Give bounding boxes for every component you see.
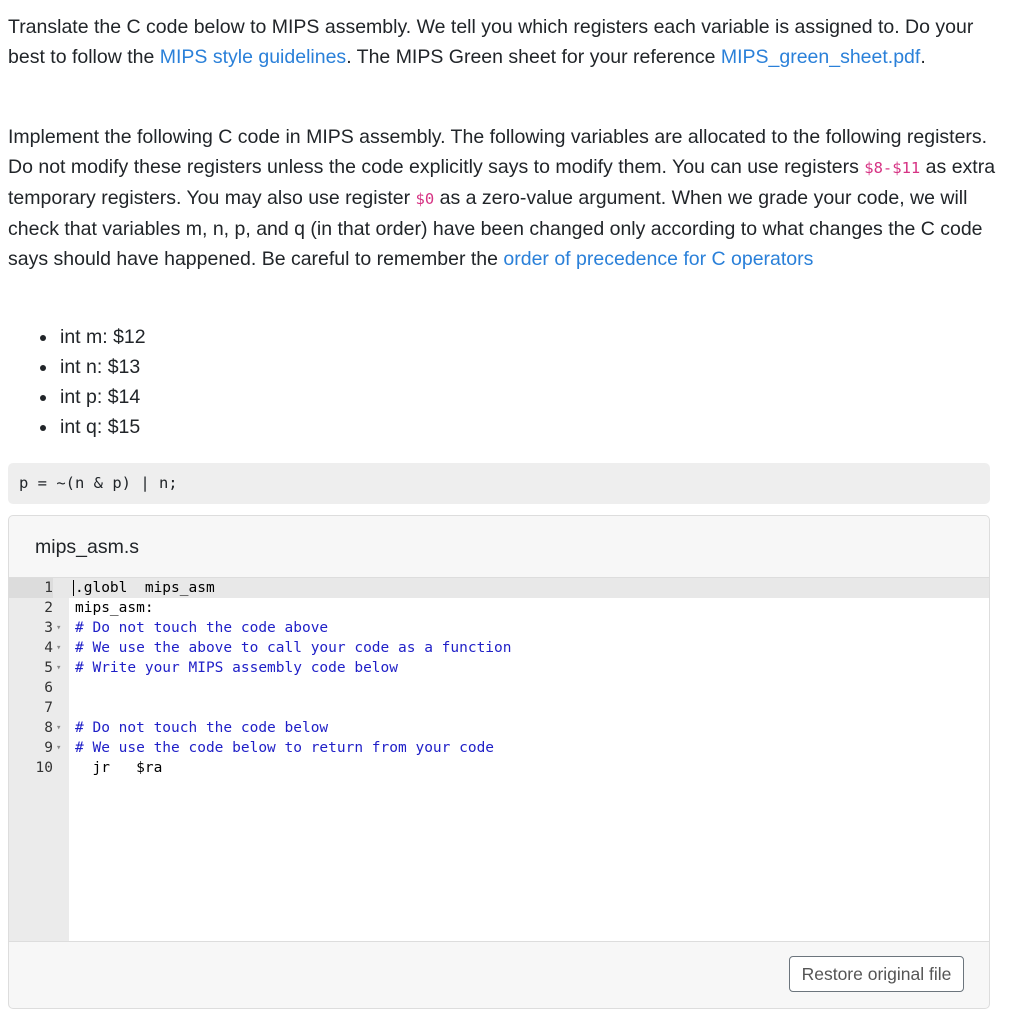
list-item: • int p: $14 (58, 382, 146, 412)
code-editor[interactable] (9, 577, 989, 942)
code-line[interactable] (9, 658, 989, 678)
code-line[interactable] (9, 738, 989, 758)
list-item: • int n: $13 (58, 352, 146, 382)
code-text: # We use the above to call your code as a function (75, 640, 512, 656)
fold-toggle-icon[interactable]: ▾ (56, 663, 62, 673)
code-text: .globl mips_asm (75, 580, 215, 596)
code-line[interactable] (9, 638, 989, 658)
problem-description (8, 122, 998, 274)
line-number: 6 (44, 680, 53, 696)
line-number: 7 (44, 700, 53, 716)
register-zero-code: $0 (415, 190, 435, 208)
code-line[interactable] (9, 698, 989, 718)
line-number: 1 (9, 578, 53, 598)
code-text: # Do not touch the code below (75, 720, 329, 736)
line-number: 3 (44, 620, 53, 636)
register-range-code: $8-$11 (864, 159, 921, 177)
mips-style-guidelines-link[interactable]: MIPS style guidelines (159, 46, 347, 68)
list-item: • int q: $15 (58, 412, 146, 442)
code-text: # Write your MIPS assembly code below (75, 660, 399, 676)
code-text: mips_asm: (75, 600, 154, 616)
line-number: 9 (44, 740, 53, 756)
line-number: 10 (35, 760, 53, 776)
green-sheet-link[interactable]: MIPS_green_sheet.pdf (720, 46, 921, 68)
code-line[interactable] (9, 758, 989, 778)
line-number: 2 (44, 600, 53, 616)
code-line[interactable] (9, 678, 989, 698)
desc-text-1: Implement the following C code in MIPS assembly. The following variables are allocated to the following registers. Do not modify these registers unless the code explicitly says to modify them. You can use registers (8, 126, 988, 178)
file-name: mips_asm.s (35, 536, 140, 558)
fold-toggle-icon[interactable]: ▾ (56, 723, 62, 733)
fold-toggle-icon[interactable]: ▾ (56, 743, 62, 753)
c-code-block: p = ~(n & p) | n; (8, 463, 990, 504)
restore-original-file-button[interactable]: Restore original file (789, 956, 964, 992)
fold-toggle-icon[interactable]: ▾ (56, 643, 62, 653)
code-text: # We use the code below to return from your code (75, 740, 495, 756)
intro-text-3: . (920, 46, 926, 68)
instructions-intro (8, 12, 998, 72)
code-line[interactable] (9, 598, 989, 618)
line-number: 5 (44, 660, 53, 676)
variable-register-list (28, 322, 146, 442)
list-item: • int m: $12 (58, 322, 146, 352)
desc-text-2: as extra temporary registers. You may also use register (8, 156, 996, 209)
code-line[interactable] (9, 618, 989, 638)
code-line[interactable] (9, 578, 989, 598)
line-number: 8 (44, 720, 53, 736)
text-cursor (73, 580, 74, 596)
operator-precedence-link[interactable]: order of precedence for C operators (503, 248, 814, 270)
fold-toggle-icon[interactable]: ▾ (56, 623, 62, 633)
desc-text-3: as a zero-value argument. When we grade your code, we will check that variables m, n, p, and q (in that order) have been changed only according to what changes the C code says should have happened. Be careful to remember the (8, 187, 983, 270)
intro-text: Translate the C code below to MIPS assembly. We tell you which registers each variable is assigned to. Do your best to follow the (8, 16, 974, 68)
code-text: # Do not touch the code above (75, 620, 329, 636)
intro-text-2: . The MIPS Green sheet for your reference (346, 46, 721, 68)
code-editor-card (8, 515, 990, 1009)
line-number: 4 (44, 640, 53, 656)
code-line[interactable] (9, 718, 989, 738)
code-text: jr $ra (75, 760, 163, 776)
